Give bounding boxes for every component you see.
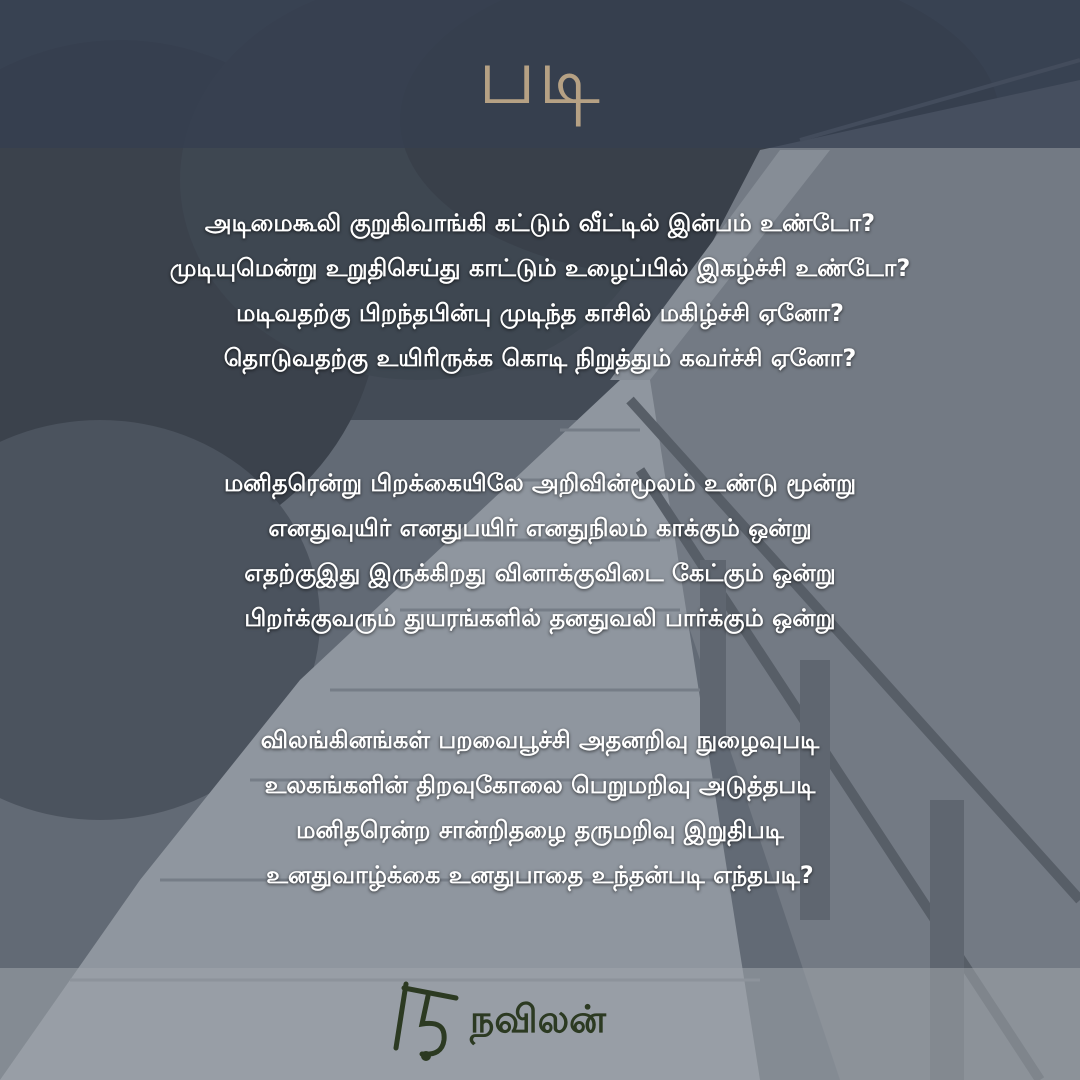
poem-line: முடியுமென்று உறுதிசெய்து காட்டும் உழைப்பில் இகழ்ச்சி உண்டோ? [169,254,911,282]
poem-line: பிறர்க்குவரும் துயரங்களில் தனதுவலி பார்க்கும் ஒன்று [244,604,836,632]
poem-line: மடிவதற்கு பிறந்தபின்பு முடிந்த காசில் மகிழ்ச்சி ஏனோ? [236,299,844,327]
stanza-2 [0,461,1080,641]
stanza-3 [0,718,1080,898]
poem-line: விலங்கினங்கள் பறவைபூச்சி அதனறிவு நுழைவுபடி [260,726,820,754]
poem-line: அடிமைகூலி குறுகிவாங்கி கட்டும் வீட்டில் இன்பம் உண்டோ? [204,209,876,237]
stanza-1 [0,201,1080,381]
poem-line: உனதுவாழ்க்கை உனதுபாதை உந்தன்படி எந்தபடி? [266,861,814,889]
poem-line: எனதுவுயிர் எனதுபயிர் எனதுநிலம் காக்கும் ஒன்று [268,514,812,542]
brand-name: நவிலன் [470,997,607,1041]
page-title: படி [477,32,603,122]
poem-line: உலகங்களின் திறவுகோலை பெறுமறிவு அடுத்தபடி [264,771,816,799]
poem-line: தொடுவதற்கு உயிரிருக்க கொடி நிறுத்தும் கவர்ச்சி ஏனோ? [223,344,857,372]
poem-line: மனிதரென்று பிறக்கையிலே அறிவின்மூலம் உண்டு மூன்று [223,469,857,497]
poem-line: எதற்குஇது இருக்கிறது வினாக்குவிடை கேட்கும் ஒன்று [244,559,836,587]
brand-logo-icon [386,976,466,1066]
poem-line: மனிதரென்ற சான்றிதழை தருமறிவு இறுதிபடி [296,816,784,844]
